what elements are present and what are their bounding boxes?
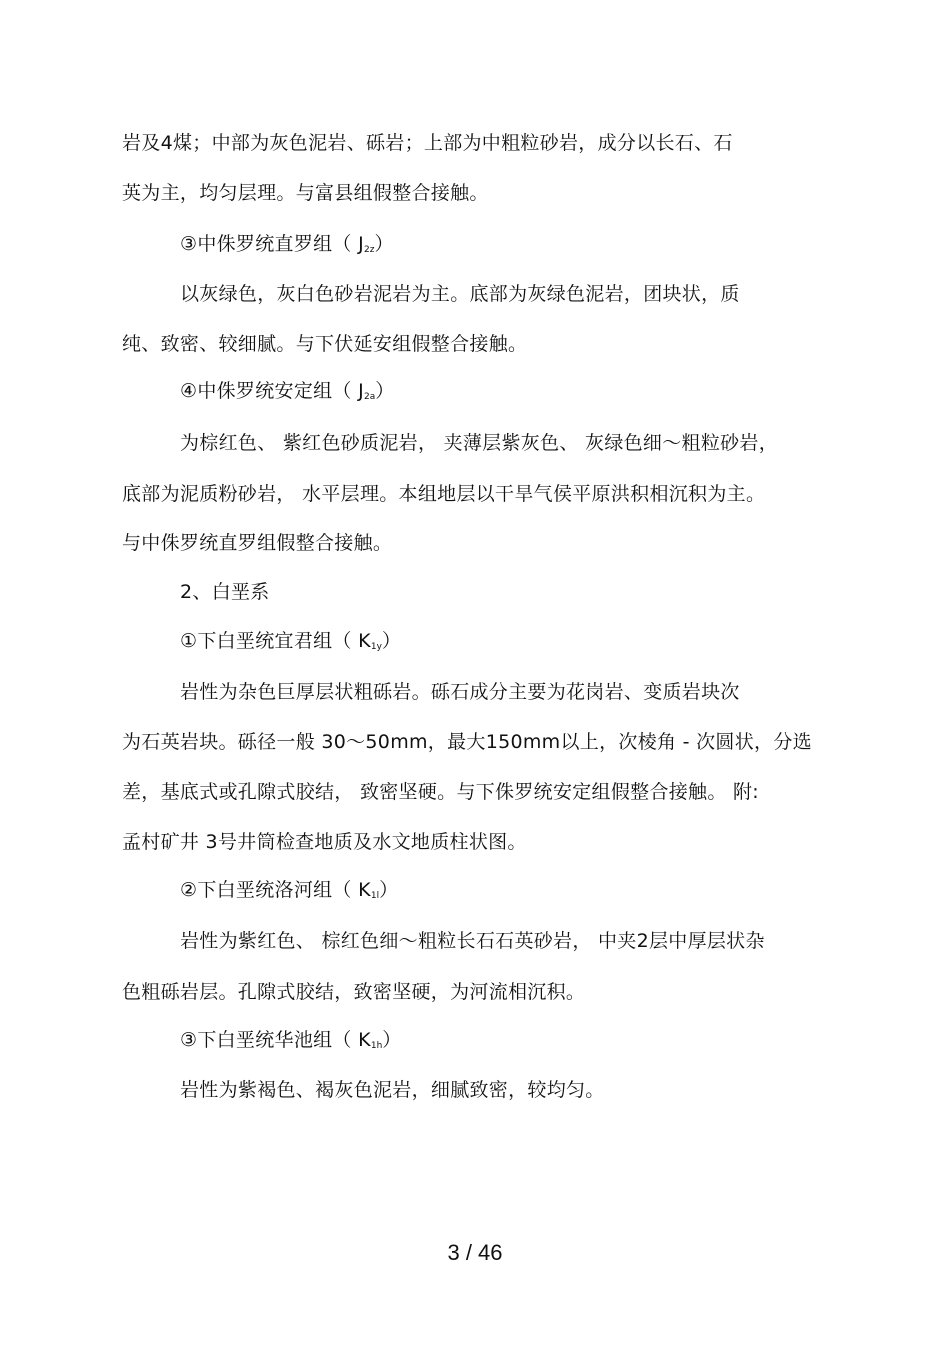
paragraph-line: 孟村矿井 3号井筒检查地质及水文地质柱状图。: [122, 831, 527, 853]
paragraph-line: 与中侏罗统直罗组假整合接触。: [122, 532, 393, 554]
paragraph-line: 以灰绿色，灰白色砂岩泥岩为主。底部为灰绿色泥岩，团块状，质: [180, 283, 740, 305]
paragraph-line: 底部为泥质粉砂岩， 水平层理。本组地层以干旱气侯平原洪积相沉积为主。: [122, 483, 766, 505]
paragraph-line: 岩及4煤；中部为灰色泥岩、砾岩；上部为中粗粒砂岩，成分以长石、石: [122, 132, 733, 154]
section-heading-huachi: ③下白垩统华池组（ $K_{1h}$）: [180, 1029, 402, 1051]
section-heading-luohe: ②下白垩统洛河组（ $K_{1l}$）: [180, 879, 399, 901]
section-heading-anding: ④中侏罗统安定组（ $J_{2a}$）: [180, 380, 395, 402]
paragraph-line: 岩性为杂色巨厚层状粗砾岩。砾石成分主要为花岗岩、变质岩块次: [180, 681, 740, 703]
paragraph-line: 色粗砾岩层。孔隙式胶结，致密坚硬，为河流相沉积。: [122, 981, 586, 1003]
paragraph-line: 纯、致密、较细腻。与下伏延安组假整合接触。: [122, 333, 528, 355]
paragraph-line: 为棕红色、 紫红色砂质泥岩， 夹薄层紫灰色、 灰绿色细～粗粒砂岩，: [180, 432, 779, 454]
paragraph-line: 为石英岩块。砾径一般 30～50mm，最大150mm以上，次棱角 - 次圆状，分选: [122, 731, 812, 753]
page-number: 3 / 46: [447, 1240, 503, 1265]
section-heading-cretaceous: 2、白垩系: [180, 581, 270, 603]
section-heading-zhiluo: ③中侏罗统直罗组（ $J_{2z}$）: [180, 233, 394, 255]
section-heading-yijun: ①下白垩统宜君组（ $K_{1y}$）: [180, 630, 402, 652]
paragraph-line: 岩性为紫褐色、褐灰色泥岩，细腻致密，较均匀。: [180, 1079, 605, 1101]
paragraph-line: 岩性为紫红色、 棕红色细～粗粒长石石英砂岩， 中夹2层中厚层状杂: [180, 930, 765, 952]
paragraph-line: 英为主，均匀层理。与富县组假整合接触。: [122, 182, 489, 204]
paragraph-line: 差，基底式或孔隙式胶结， 致密坚硬。与下侏罗统安定组假整合接触。 附:: [122, 781, 759, 803]
